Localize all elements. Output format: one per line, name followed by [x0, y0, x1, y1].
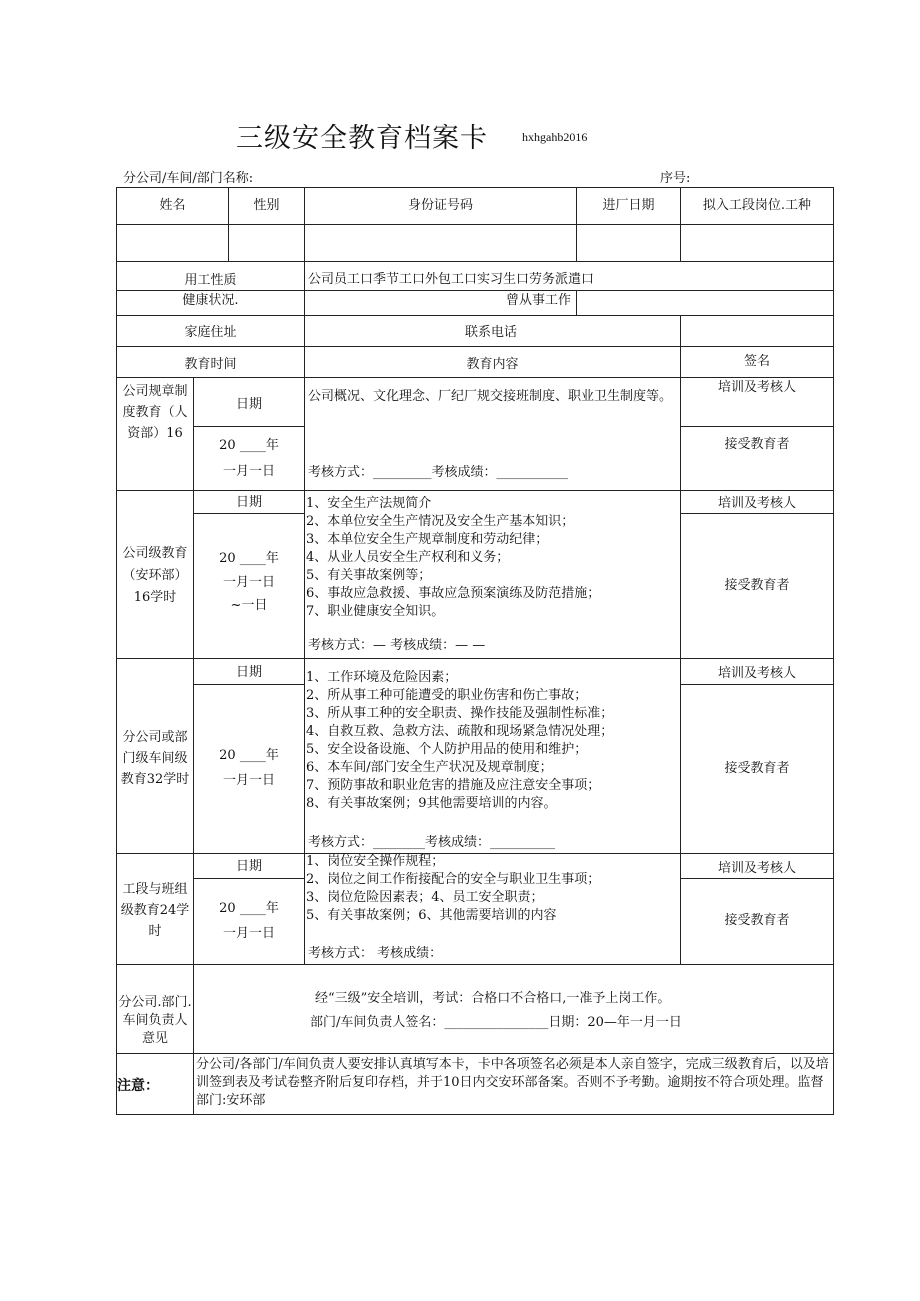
edu-sign-header: 签名	[743, 354, 770, 369]
sec2-range: ~一日	[230, 598, 268, 613]
sec2-trainee-label: 接受教育者	[724, 578, 790, 593]
sec1-content: 公司概况、文化理念、厂纪厂规交接班制度、职业卫生制度等。	[308, 389, 673, 404]
sec3-title: 分公司或部门级车间级教育32学时	[120, 730, 190, 787]
field-gender[interactable]	[228, 224, 305, 262]
edu-content-header: 教育内容	[466, 357, 519, 372]
opinion-line-1: 经“三级”安全培训，考试：合格口不合格口,一准予上岗工作。	[315, 991, 671, 1006]
phone-label: 联系电话	[465, 325, 518, 340]
col-gender: 性别	[253, 198, 280, 213]
sec1-exam: 考核方式：_________考核成绩：___________	[308, 465, 569, 480]
sec2-title-2: （安环部）	[122, 568, 188, 583]
sec1-title: 公司规章制度教育（人资部）16	[122, 384, 188, 441]
sec1-month-day: 一月一日	[222, 464, 275, 479]
sec4-year: 20 ____年	[219, 901, 279, 916]
field-name[interactable]	[116, 224, 229, 262]
sec4-exam: 考核方式： 考核成绩：	[308, 946, 443, 961]
employment-label: 用工性质	[184, 273, 237, 288]
sec2-item: 1、安全生产法规简介	[306, 496, 432, 511]
opinion-field[interactable]	[193, 964, 834, 1054]
sec3-exam: 考核方式：________考核成绩：__________	[308, 835, 556, 850]
prev-job-label: 曾从事工作	[506, 293, 572, 308]
dept-label: 分公司/车间/部门名称:	[123, 171, 254, 186]
sec3-trainee-label: 接受教育者	[724, 761, 790, 776]
sec1-date-label: 日期	[235, 397, 262, 412]
sec3-item: 6、本车间/部门安全生产状况及规章制度；	[306, 760, 553, 775]
sec2-item: 3、本单位安全生产规章制度和劳动纪律；	[306, 532, 549, 547]
sec2-date-label: 日期	[235, 495, 262, 510]
sec3-date-field[interactable]	[193, 684, 305, 854]
sec4-title: 工段与班组级教育24学时	[120, 882, 190, 939]
sec4-item: 2、岗位之间工作衔接配合的安全与职业卫生事项；	[306, 872, 601, 887]
sec1-trainee-label: 接受教育者	[724, 437, 790, 452]
sec2-trainer-label: 培训及考核人	[717, 496, 796, 511]
employment-options: 公司员工口季节工口外包工口实习生口劳务派遣口	[308, 272, 595, 287]
sec3-item: 2、所从事工种可能遭受的职业伤害和伤亡事故；	[306, 688, 588, 703]
sec4-item: 1、岗位安全操作规程；	[306, 854, 445, 869]
sec2-item: 5、有关事故案例等；	[306, 568, 432, 583]
sec4-month-day: 一月一日	[222, 926, 275, 941]
sec2-exam: 考核方式：— 考核成绩：— —	[308, 638, 486, 653]
form-code: hxhgahb2016	[522, 130, 588, 144]
sec2-item: 6、事故应急救援、事故应急预案演练及防范措施；	[306, 586, 601, 601]
col-id: 身份证号码	[407, 198, 473, 213]
edu-time-header: 教育时间	[184, 357, 237, 372]
col-post: 拟入工段岗位.工种	[702, 198, 812, 213]
sec2-year: 20 ____年	[219, 551, 279, 566]
sec3-item: 5、安全设备设施、个人防护用品的使用和维护；	[306, 742, 588, 757]
sec3-year: 20 ____年	[219, 748, 279, 763]
sec2-month-day: 一月一日	[222, 575, 275, 590]
prev-job-field[interactable]	[576, 290, 834, 316]
sec4-item: 3、岗位危险因素表；4、员工安全职责；	[306, 890, 544, 905]
opinion-label: 分公司.部门.车间负责人意见	[118, 995, 192, 1046]
sec3-date-label: 日期	[235, 665, 262, 680]
sec3-item: 4、自救互救、急救方法、疏散和现场紧急情况处理；	[306, 724, 614, 739]
seq-label: 序号:	[660, 171, 691, 186]
sec2-item: 7、职业健康安全知识。	[306, 604, 445, 619]
page-title: 三级安全教育档案卡	[236, 123, 488, 154]
sec1-date-field[interactable]	[193, 426, 305, 491]
phone-field[interactable]	[680, 315, 834, 347]
note-text: 分公司/各部门/车间负责人要安排认真填写本卡，卡中各项签名必须是本人亲自签字，完成三级教育后，以及培训签到表及考试卷整齐附后复印存档，并于10日内交安环部备案。否则不予考勤。逾期按不符合项处理。监督部门:安环部	[196, 1057, 829, 1108]
health-label: 健康状况.	[182, 293, 239, 308]
sec3-trainer-label: 培训及考核人	[717, 666, 796, 681]
sec3-month-day: 一月一日	[222, 773, 275, 788]
sec4-trainer-label: 培训及考核人	[717, 861, 796, 876]
sec1-trainer-label: 培训及考核人	[717, 380, 796, 395]
field-post[interactable]	[680, 224, 834, 262]
opinion-line-2: 部门/车间负责人签名：________________日期：20—年一月一日	[310, 1015, 682, 1030]
sec2-item: 4、从业人员安全生产权利和义务；	[306, 550, 510, 565]
sec3-item: 7、预防事故和职业危害的措施及应注意安全事项；	[306, 778, 601, 793]
note-label: 注意：	[117, 1078, 159, 1094]
col-entry-date: 进厂日期	[602, 198, 655, 213]
sec3-item: 8、有关事故案例；9其他需要培训的内容。	[306, 796, 557, 811]
field-entry-date[interactable]	[576, 224, 681, 262]
col-name: 姓名	[159, 198, 186, 213]
address-label: 家庭住址	[184, 325, 237, 340]
sec2-item: 2、本单位安全生产情况及安全生产基本知识；	[306, 514, 575, 529]
sec1-year: 20 ____年	[219, 438, 279, 453]
sec4-item: 5、有关事故案例；6、其他需要培训的内容	[306, 908, 557, 923]
sec2-title-3: 16学时	[133, 590, 177, 605]
sec2-title-1: 公司级教育	[122, 546, 188, 561]
sec4-date-field[interactable]	[193, 878, 305, 965]
sec3-item: 3、所从事工种的安全职责、操作技能及强制性标准；	[306, 706, 614, 721]
sec3-item: 1、工作环境及危险因素；	[306, 670, 458, 685]
sec4-date-label: 日期	[235, 859, 262, 874]
sec4-trainee-label: 接受教育者	[724, 913, 790, 928]
field-id[interactable]	[304, 224, 577, 262]
